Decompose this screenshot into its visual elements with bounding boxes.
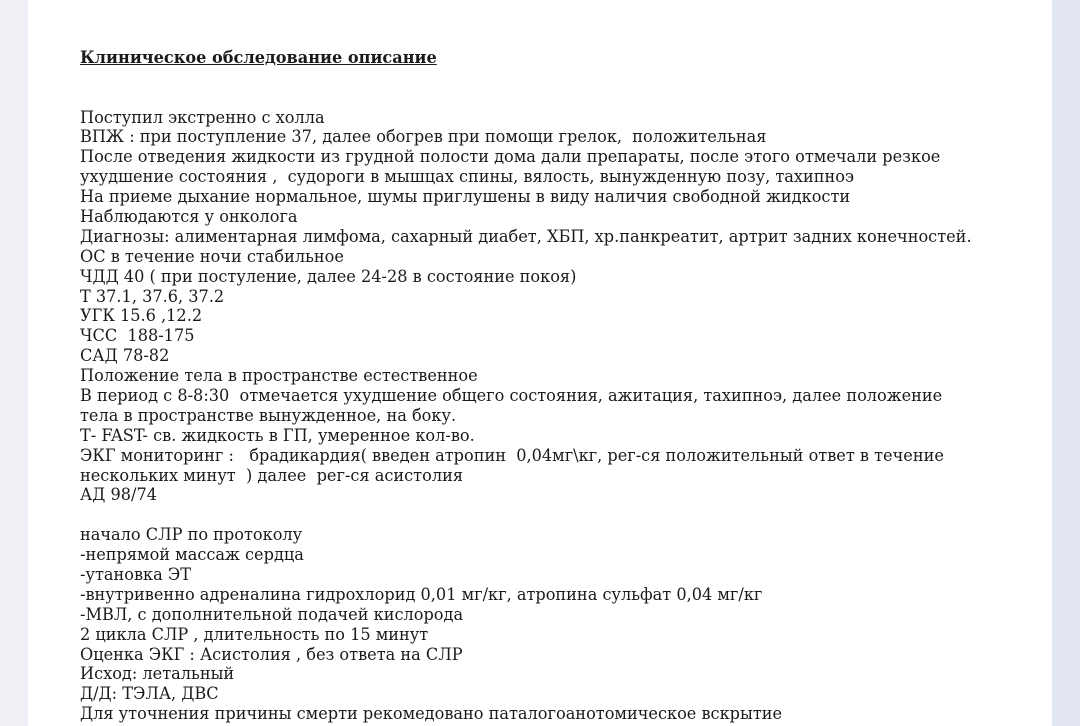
text-line: 2 цикла СЛР , длительность по 15 минут	[80, 624, 429, 644]
text-line: Наблюдаются у онколога	[80, 206, 298, 226]
text-line: Оценка ЭКГ : Асистолия , без ответа на СЛР	[80, 644, 463, 664]
text-line: начало СЛР по протоколу	[80, 525, 303, 545]
text-line: нескольких минут ) далее рег-ся асистолия	[80, 465, 464, 485]
text-line: -МВЛ, с дополнительной подачей кислорода	[80, 604, 464, 624]
text-line: -непрямой массаж сердца	[80, 545, 304, 565]
text-line: На приеме дыхание нормальное, шумы приглушены в виду наличия свободной жидкости	[80, 187, 851, 207]
document-page	[28, 0, 1052, 726]
text-line: Т 37.1, 37.6, 37.2	[80, 286, 225, 306]
text-line: -утановка ЭТ	[80, 565, 192, 584]
document-title: Клиническое обследование описание	[80, 47, 437, 67]
background-strip	[0, 0, 28, 726]
text-line: Д/Д: ТЭЛА, ДВС	[80, 684, 219, 704]
text-line: Диагнозы: алиментарная лимфома, сахарный диабет, ХБП, хр.панкреатит, артрит задних конечностей.	[80, 226, 972, 246]
text-line: После отведения жидкости из грудной полости дома дали препараты, после этого отмечали резкое	[80, 147, 941, 167]
text-line: Поступил экстренно с холла	[80, 107, 325, 127]
text-line: ЭКГ мониторинг : брадикардия( введен атропин 0,04мг\кг, рег-ся положительный ответ в течение	[80, 445, 944, 465]
text-line: САД 78-82	[80, 346, 170, 366]
text-line: Положение тела в пространстве естественное	[80, 366, 478, 386]
text-line: ОС в течение ночи стабильное	[80, 246, 344, 266]
document-body	[80, 8, 1050, 724]
text-line: Исход: летальный	[80, 664, 235, 684]
text-line: ЧСС 188-175	[80, 326, 195, 346]
text-line: В период с 8-8:30 отмечается ухудшение общего состояния, ажитация, тахипноэ, далее положение	[80, 385, 943, 405]
text-line: ухудшение состояния , судороги в мышцах спины, вялость, вынужденную позу, тахипноэ	[80, 167, 855, 187]
text-line: тела в пространстве вынужденное, на боку.	[80, 405, 457, 425]
text-line: ВПЖ : при поступление 37, далее обогрев при помощи грелок, положительная	[80, 127, 767, 147]
text-line: УГК 15.6 ,12.2	[80, 306, 203, 326]
text-line: -внутривенно адреналина гидрохлорид 0,01 мг/кг, атропина сульфат 0,04 мг/кг	[80, 584, 763, 604]
text-line: Для уточнения причины смерти рекомедовано паталогоанотомическое вскрытие	[80, 704, 783, 724]
text-line: АД 98/74	[80, 485, 157, 505]
text-line	[80, 505, 1035, 525]
text-line: Т- FAST- св. жидкость в ГП, умеренное кол-во.	[80, 425, 475, 445]
text-line: ЧДД 40 ( при постулениe, далее 24-28 в состояние покоя)	[80, 266, 577, 286]
